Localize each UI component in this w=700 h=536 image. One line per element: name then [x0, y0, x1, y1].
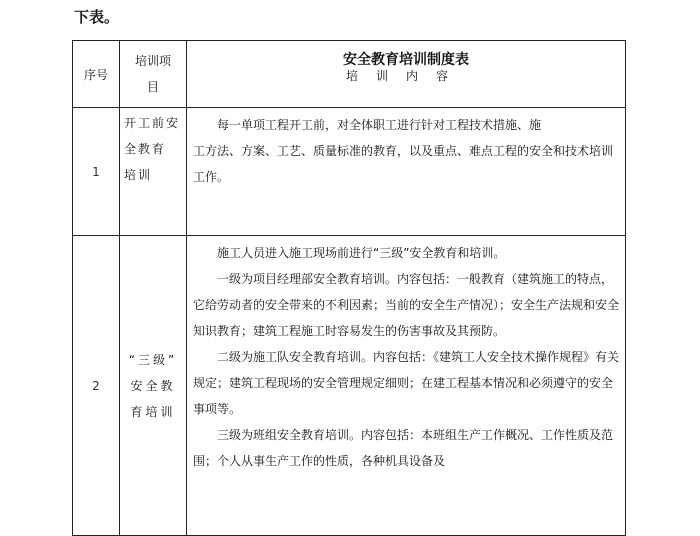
section-heading: 下表。	[74, 8, 120, 26]
table-title: 安全教育培训制度表	[343, 52, 469, 68]
row-content	[187, 236, 626, 536]
training-table	[72, 40, 626, 536]
row-item-line: 全教育	[124, 142, 167, 156]
content-paragraph: 二级为施工队安全教育培训。内容包括：《建筑工人安全技术操作规程》有关规定；建筑工程现场的安全管理规定细则；在建工程基本情况和必须遵守的安全事项等。	[193, 350, 620, 416]
table-row	[73, 108, 626, 236]
row-content	[187, 108, 626, 236]
row-num: 1	[73, 108, 120, 236]
header-subtitle: 培训内容	[345, 69, 466, 83]
header-num: 序号	[73, 41, 120, 108]
content-paragraph: 三级为班组安全教育培训。内容包括：本班组生产工作概况、工作性质及范围；个人从事生产工作的性质，各种机具设备及	[193, 428, 614, 468]
header-item-line2: 目	[146, 80, 159, 94]
header-item-line1: 培训项	[134, 54, 171, 68]
row-item-line: 开工前安	[124, 116, 181, 130]
content-paragraph: 一级为项目经理部安全教育培训。内容包括：一般教育（建筑施工的特点，它给劳动者的安全带来的不利因素；当前的安全生产情况）；安全生产法规和安全知识教育；建筑工程施工时容易发生的伤害事故及其预防。	[193, 272, 620, 338]
content-paragraph: 工方法、方案、工艺、质量标准的教育，以及重点、难点工程的安全和技术培训工作。	[193, 144, 614, 184]
row-item-line: “三级”	[128, 352, 178, 367]
row-item-line: 培训	[124, 168, 153, 182]
header-content	[187, 41, 626, 108]
row-item	[120, 108, 187, 236]
row-num: 2	[73, 236, 120, 536]
table-header-row	[73, 41, 626, 108]
table-row	[73, 236, 626, 536]
content-paragraph: 每一单项工程开工前，对全体职工进行针对工程技术措施、施	[217, 118, 542, 132]
row-item-line: 安全教	[130, 378, 176, 393]
header-item	[120, 41, 187, 108]
content-paragraph: 施工人员进入施工现场前进行“三级”安全教育和培训。	[217, 246, 506, 260]
row-item-line: 育培训	[130, 404, 176, 419]
row-item	[120, 236, 187, 536]
